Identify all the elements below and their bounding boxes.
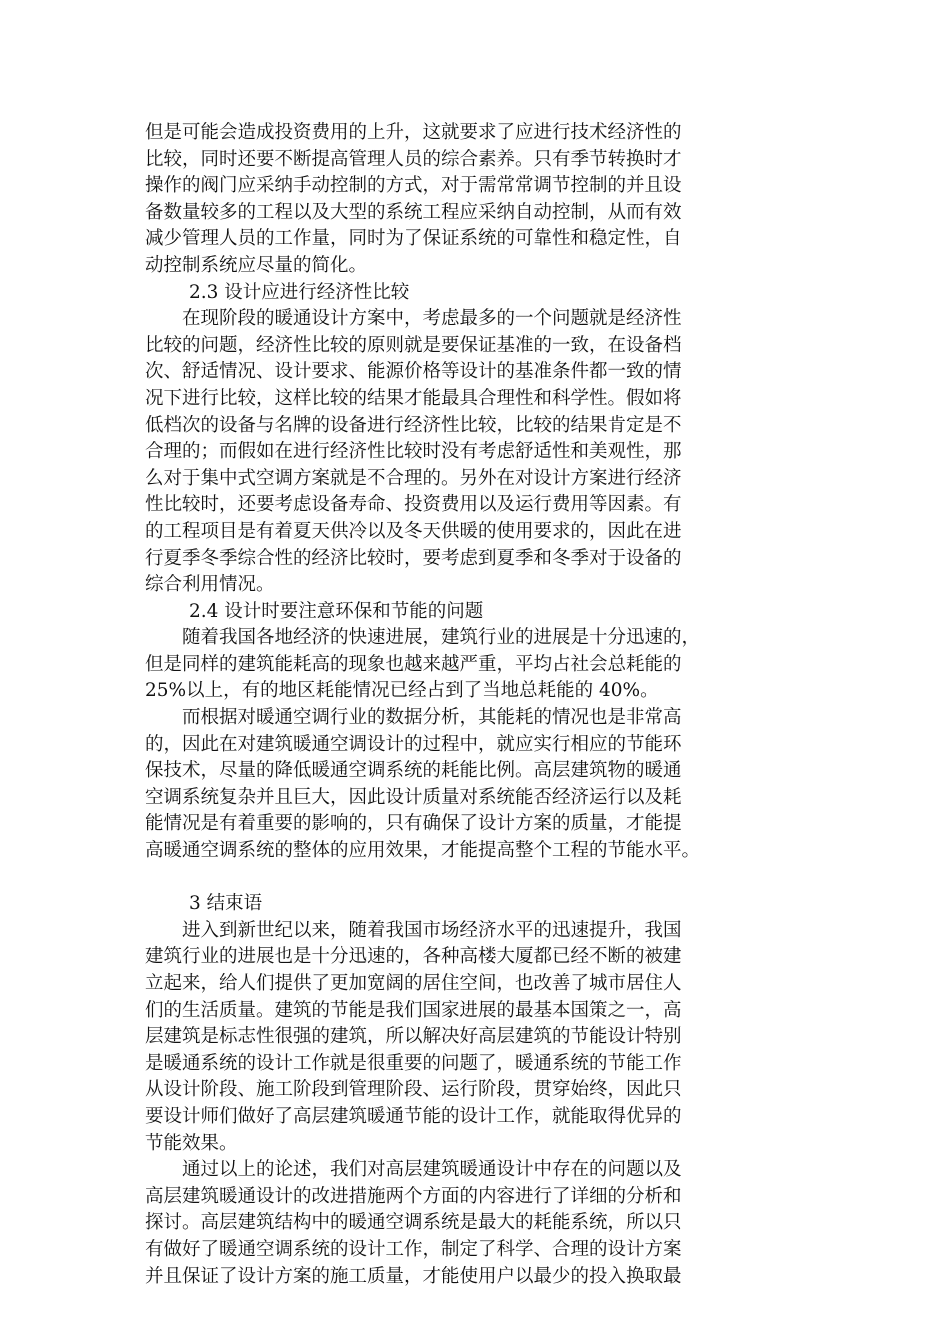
text-line: 况下进行比较，这样比较的结果才能最具合理性和科学性。假如将 [145,387,682,409]
text-line: 的工程项目是有着夏天供冷以及冬天供暖的使用要求的，因此在进 [145,520,682,542]
text-line: 建筑行业的进展也是十分迅速的，各种高楼大厦都已经不断的被建 [145,946,682,968]
text-line: 综合利用情况。 [145,574,275,596]
text-line: 空调系统复杂并且巨大，因此设计质量对系统能否经济运行以及耗 [145,786,682,808]
paragraph-2-3 [145,306,810,599]
text-line: 要设计师们做好了高层建筑暖通节能的设计工作，就能取得优异的 [145,1105,682,1127]
text-line: 的，因此在对建筑暖通空调设计的过程中，就应实行相应的节能环 [145,733,682,755]
text-line: 能情况是有着重要的影响的，只有确保了设计方案的质量，才能提 [145,813,682,835]
text-line: 探讨。高层建筑结构中的暖通空调系统是最大的耗能系统，所以只 [145,1212,682,1234]
text-line: 立起来，给人们提供了更加宽阔的居住空间，也改善了城市居住人 [145,973,682,994]
paragraph-2-4-b [145,705,810,865]
text-line: 比较，同时还要不断提高管理人员的综合素养。只有季节转换时才 [145,148,682,170]
text-line: 备数量较多的工程以及大型的系统工程应采纳自动控制，从而有效 [145,201,682,223]
text-line: 次、舒适情况、设计要求、能源价格等设计的基准条件都一致的情 [145,361,682,383]
text-line: 动控制系统应尽量的简化。 [145,254,368,276]
section-heading-2-3: 2.3 设计应进行经济性比较 [189,281,410,303]
blank-line [145,865,810,892]
text-line: 低档次的设备与名牌的设备进行经济性比较，比较的结果肯定是不 [145,414,682,436]
text-line: 从设计阶段、施工阶段到管理阶段、运行阶段，贯穿始终，因此只 [145,1079,682,1101]
text-line: 并且保证了设计方案的施工质量，才能使用户以最少的投入换取最 [145,1265,682,1287]
text-line: 而根据对暖通空调行业的数据分析，其能耗的情况也是非常高 [145,707,682,729]
text-line: 行夏季冬季综合性的经济比较时，要考虑到夏季和冬季对于设备的 [145,547,682,569]
text-line: 但是可能会造成投资费用的上升，这就要求了应进行技术经济性的 [145,122,682,143]
section-heading-2-4: 2.4 设计时要注意环保和节能的问题 [189,600,484,622]
text-line: 操作的阀门应采纳手动控制的方式，对于需常常调节控制的并且设 [145,175,682,197]
text-line: 么对于集中式空调方案就是不合理的。另外在对设计方案进行经济 [145,467,682,489]
text-line: 性比较时，还要考虑设备寿命、投资费用以及运行费用等因素。有 [145,494,682,516]
paragraph-intro [145,120,810,280]
paragraph-3-b [145,1157,810,1290]
text-line: 高暖通空调系统的整体的应用效果，才能提高整个工程的节能水平。 [145,840,701,862]
text-line: 合理的；而假如在进行经济性比较时没有考虑舒适性和美观性，那 [145,441,682,463]
document-body [145,120,810,1290]
text-line: 保技术，尽量的降低暖通空调系统的耗能比例。高层建筑物的暖通 [145,760,682,782]
text-line: 是暖通系统的设计工作就是很重要的问题了，暖通系统的节能工作 [145,1052,682,1074]
text-line: 通过以上的论述，我们对高层建筑暖通设计中存在的问题以及 [145,1159,682,1181]
paragraph-2-4-a [145,625,810,705]
text-line: 们的生活质量。建筑的节能是我们国家进展的最基本国策之一，高 [145,999,682,1021]
text-line: 进入到新世纪以来，随着我国市场经济水平的迅速提升，我国 [145,919,682,941]
text-line: 减少管理人员的工作量，同时为了保证系统的可靠性和稳定性，自 [145,228,682,250]
text-line: 但是同样的建筑能耗高的现象也越来越严重，平均占社会总耗能的 [145,653,682,675]
text-line: 层建筑是标志性很强的建筑，所以解决好高层建筑的节能设计特别 [145,1026,682,1048]
text-line: 节能效果。 [145,1132,238,1154]
text-line: 随着我国各地经济的快速进展，建筑行业的进展是十分迅速的， [145,627,701,649]
text-line: 比较的问题，经济性比较的原则就是要保证基准的一致，在设备档 [145,334,682,356]
paragraph-3-a [145,918,810,1157]
text-line: 有做好了暖通空调系统的设计工作，制定了科学、合理的设计方案 [145,1238,682,1260]
section-heading-3: 3 结束语 [189,893,263,915]
text-line: 在现阶段的暖通设计方案中，考虑最多的一个问题就是经济性 [145,308,682,330]
text-line: 25%以上，有的地区耗能情况已经占到了当地总耗能的 40%。 [145,680,659,702]
text-line: 高层建筑暖通设计的改进措施两个方面的内容进行了详细的分析和 [145,1185,682,1207]
